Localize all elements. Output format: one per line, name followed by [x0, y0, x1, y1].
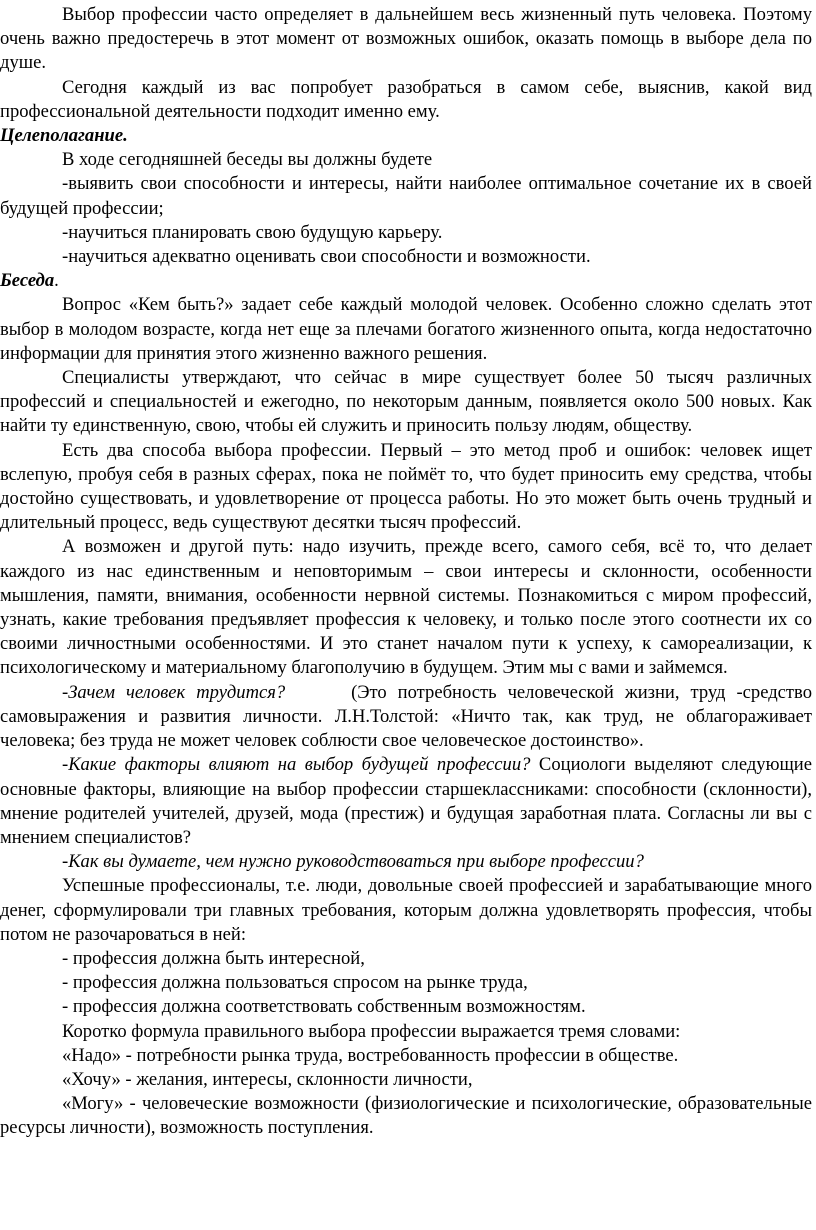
question-3	[0, 850, 812, 874]
paragraph-other-way: А возможен и другой путь: надо изучить, прежде всего, самого себя, всё то, что делает каждого из нас единственным и неповторимым – свои интересы и склонности, особенности мышления, памяти, внимания, особенности нервной системы. Познакомиться с миром профессий, узнать, какие требования предъявляет профессия к человеку, и только после этого соотнести их со своими личностными особенностями. И это станет началом пути к успеху, к самореализации, к психологическому и материальному благополучию в будущем. Этим мы с вами и займемся.	[0, 536, 812, 679]
intro-paragraph-1: Выбор профессии часто определяет в дальнейшем весь жизненный путь человека. Поэтому очень важно предостеречь в этот момент от возможных ошибок, оказать помощь в выборе дела по душе.	[0, 4, 812, 74]
formula-need: «Надо» - потребности рынка труда, востребованность профессии в обществе.	[62, 1044, 679, 1066]
paragraph-specialists: Специалисты утверждают, что сейчас в мире существует более 50 тысяч различных профессий и специальностей и ежегодно, по некоторым данным, появляется около 500 новых. Как найти ту единственную, свою, чтобы ей служить и приносить пользу людям, обществу.	[0, 367, 812, 437]
paragraph-professionals: Успешные профессионалы, т.е. люди, довольные своей профессией и зарабатывающие много денег, сформулировали три главных требования, которым должна удовлетворять профессия, чтобы потом не разочароваться в ней:	[0, 875, 812, 945]
requirement-1: - профессия должна быть интересной,	[62, 947, 365, 969]
question-answer-2	[0, 753, 812, 850]
requirement-2: - профессия должна пользоваться спросом на рынке труда,	[62, 972, 528, 994]
heading-conversation-dot: .	[54, 270, 59, 292]
requirement-3: - профессия должна соответствовать собственным возможностям.	[62, 996, 586, 1018]
answer-1: (Это потребность человеческой жизни, труд -средство самовыражения и развития личности. Л.Н.Толстой: «Ничто так, как труд, не облагораживает человека; без труда не может человек соблюсти свое человеческое достоинство».	[0, 681, 813, 752]
goal-item-2: -научиться планировать свою будущую карьеру.	[62, 221, 443, 243]
goal-item-3: -научиться адекватно оценивать свои способности и возможности.	[62, 246, 591, 268]
question-1: -Зачем человек трудится?	[62, 681, 286, 703]
question-answer-1	[0, 681, 812, 754]
heading-goal-setting: Целеполагание.	[0, 125, 128, 147]
goal-intro: В ходе сегодняшней беседы вы должны будете	[62, 149, 433, 171]
heading-conversation-text: Беседа	[0, 270, 55, 292]
formula-want: «Хочу» - желания, интересы, склонности личности,	[62, 1068, 473, 1090]
goal-item-1: -выявить свои способности и интересы, найти наиболее оптимальное сочетание их в своей будущей профессии;	[0, 173, 812, 219]
answer-2: Социологи выделяют следующие основные факторы, влияющие на выбор профессии старшеклассниками: способности (склонности), мнение родителей учителей, друзей, мода (престиж) и будущая заработная плата. Согласны ли вы с мнением специалистов?	[0, 754, 813, 848]
paragraph-two-ways: Есть два способа выбора профессии. Первый – это метод проб и ошибок: человек ищет вслепую, пробуя себя в разных сферах, пока не поймёт то, что будет приносить ему средства, чтобы достойно существовать, и удовлетворение от процесса работы. Но это может быть очень трудный и длительный процесс, ведь существуют десятки тысяч профессий.	[0, 439, 812, 534]
intro-paragraph-2: Сегодня каждый из вас попробует разобраться в самом себе, выяснив, какой вид профессиональной деятельности подходит именно ему.	[0, 76, 812, 122]
question-2: -Какие факторы влияют на выбор будущей профессии?	[62, 754, 531, 776]
paragraph-formula: Коротко формула правильного выбора профессии выражается тремя словами:	[62, 1020, 681, 1042]
formula-can: «Могу» - человеческие возможности (физиологические и психологические, образовательные ресурсы личности), возможность поступления.	[0, 1093, 812, 1139]
question-3-text: -Как вы думаете, чем нужно руководствоваться при выборе профессии?	[62, 851, 644, 873]
heading-conversation	[0, 269, 812, 293]
paragraph-who-to-be: Вопрос «Кем быть?» задает себе каждый молодой человек. Особенно сложно сделать этот выбор в молодом возрасте, когда нет еще за плечами богатого жизненного опыта, когда недостаточно информации для принятия этого жизненно важного решения.	[0, 294, 812, 364]
